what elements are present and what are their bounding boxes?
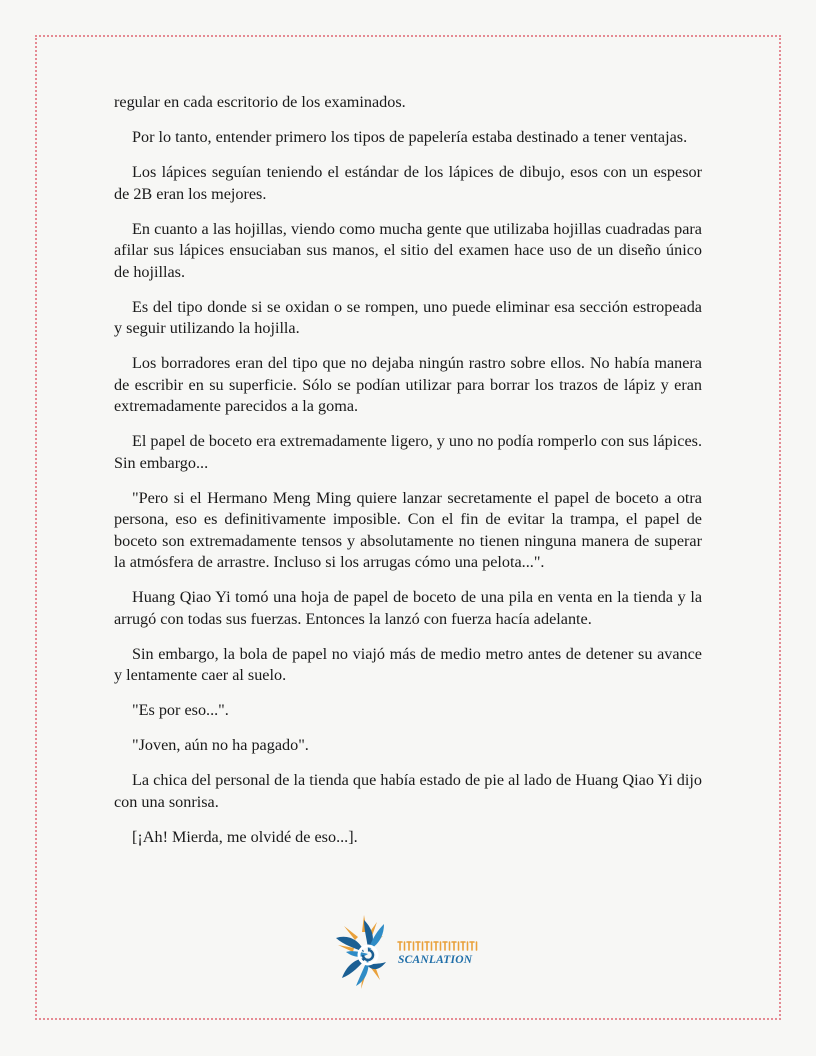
paragraph: regular en cada escritorio de los examinados. [114,93,406,111]
paragraph: Huang Qiao Yi tomó una hoja de papel de boceto de una pila en venta en la tienda y la arrugó con todas sus fuerzas. Entonces la lanzó con fuerza hacía adelante. [114,588,702,628]
paragraph: En cuanto a las hojillas, viendo como mucha gente que utilizaba hojillas cuadradas para afilar sus lápices ensuciaban sus manos, el sitio del examen hace uso de un diseño único de hojillas. [114,219,702,281]
paragraph: Sin embargo, la bola de papel no viajó más de medio metro antes de detener su avance y lentamente caer al suelo. [114,644,702,684]
paragraph: "Pero si el Hermano Meng Ming quiere lanzar secretamente el papel de boceto a otra persona, eso es definitivamente imposible. Con el fin de evitar la trampa, el papel de boceto son extremadamente tensos y absolutamente no tienen ninguna manera de superar la atmósfera de arrastre. Incluso si los arrugas cómo una pelota...". [114,488,702,571]
paragraph: [¡Ah! Mierda, me olvidé de eso...]. [132,827,358,846]
paragraph: "Es por eso...". [132,701,229,719]
paragraph: Los borradores eran del tipo que no dejaba ningún rastro sobre ellos. No había manera de escribir en su superficie. Sólo se podían utilizar para borrar los trazos de lápiz y eran extremadamente parecidos a la goma. [114,354,702,415]
paragraph: Los lápices seguían teniendo el estándar de los lápices de dibujo, esos con un espesor de 2B eran los mejores. [114,163,702,203]
paragraph: "Joven, aún no ha pagado". [132,736,309,754]
document-body [114,92,702,862]
paragraph: La chica del personal de la tienda que había estado de pie al lado de Huang Qiao Yi dijo con una sonrisa. [114,771,702,811]
swirl-flower-icon [334,912,484,994]
paragraph: Es del tipo donde si se oxidan o se rompen, uno puede eliminar esa sección estropeada y seguir utilizando la hojilla. [114,297,702,337]
logo-text: SCANLATION [398,954,473,966]
scanlation-logo [334,912,484,994]
paragraph: Por lo tanto, entender primero los tipos de papelería estaba destinado a tener ventajas. [132,128,688,146]
paragraph: El papel de boceto era extremadamente ligero, y uno no podía romperlo con sus lápices. Sin embargo... [114,432,702,472]
